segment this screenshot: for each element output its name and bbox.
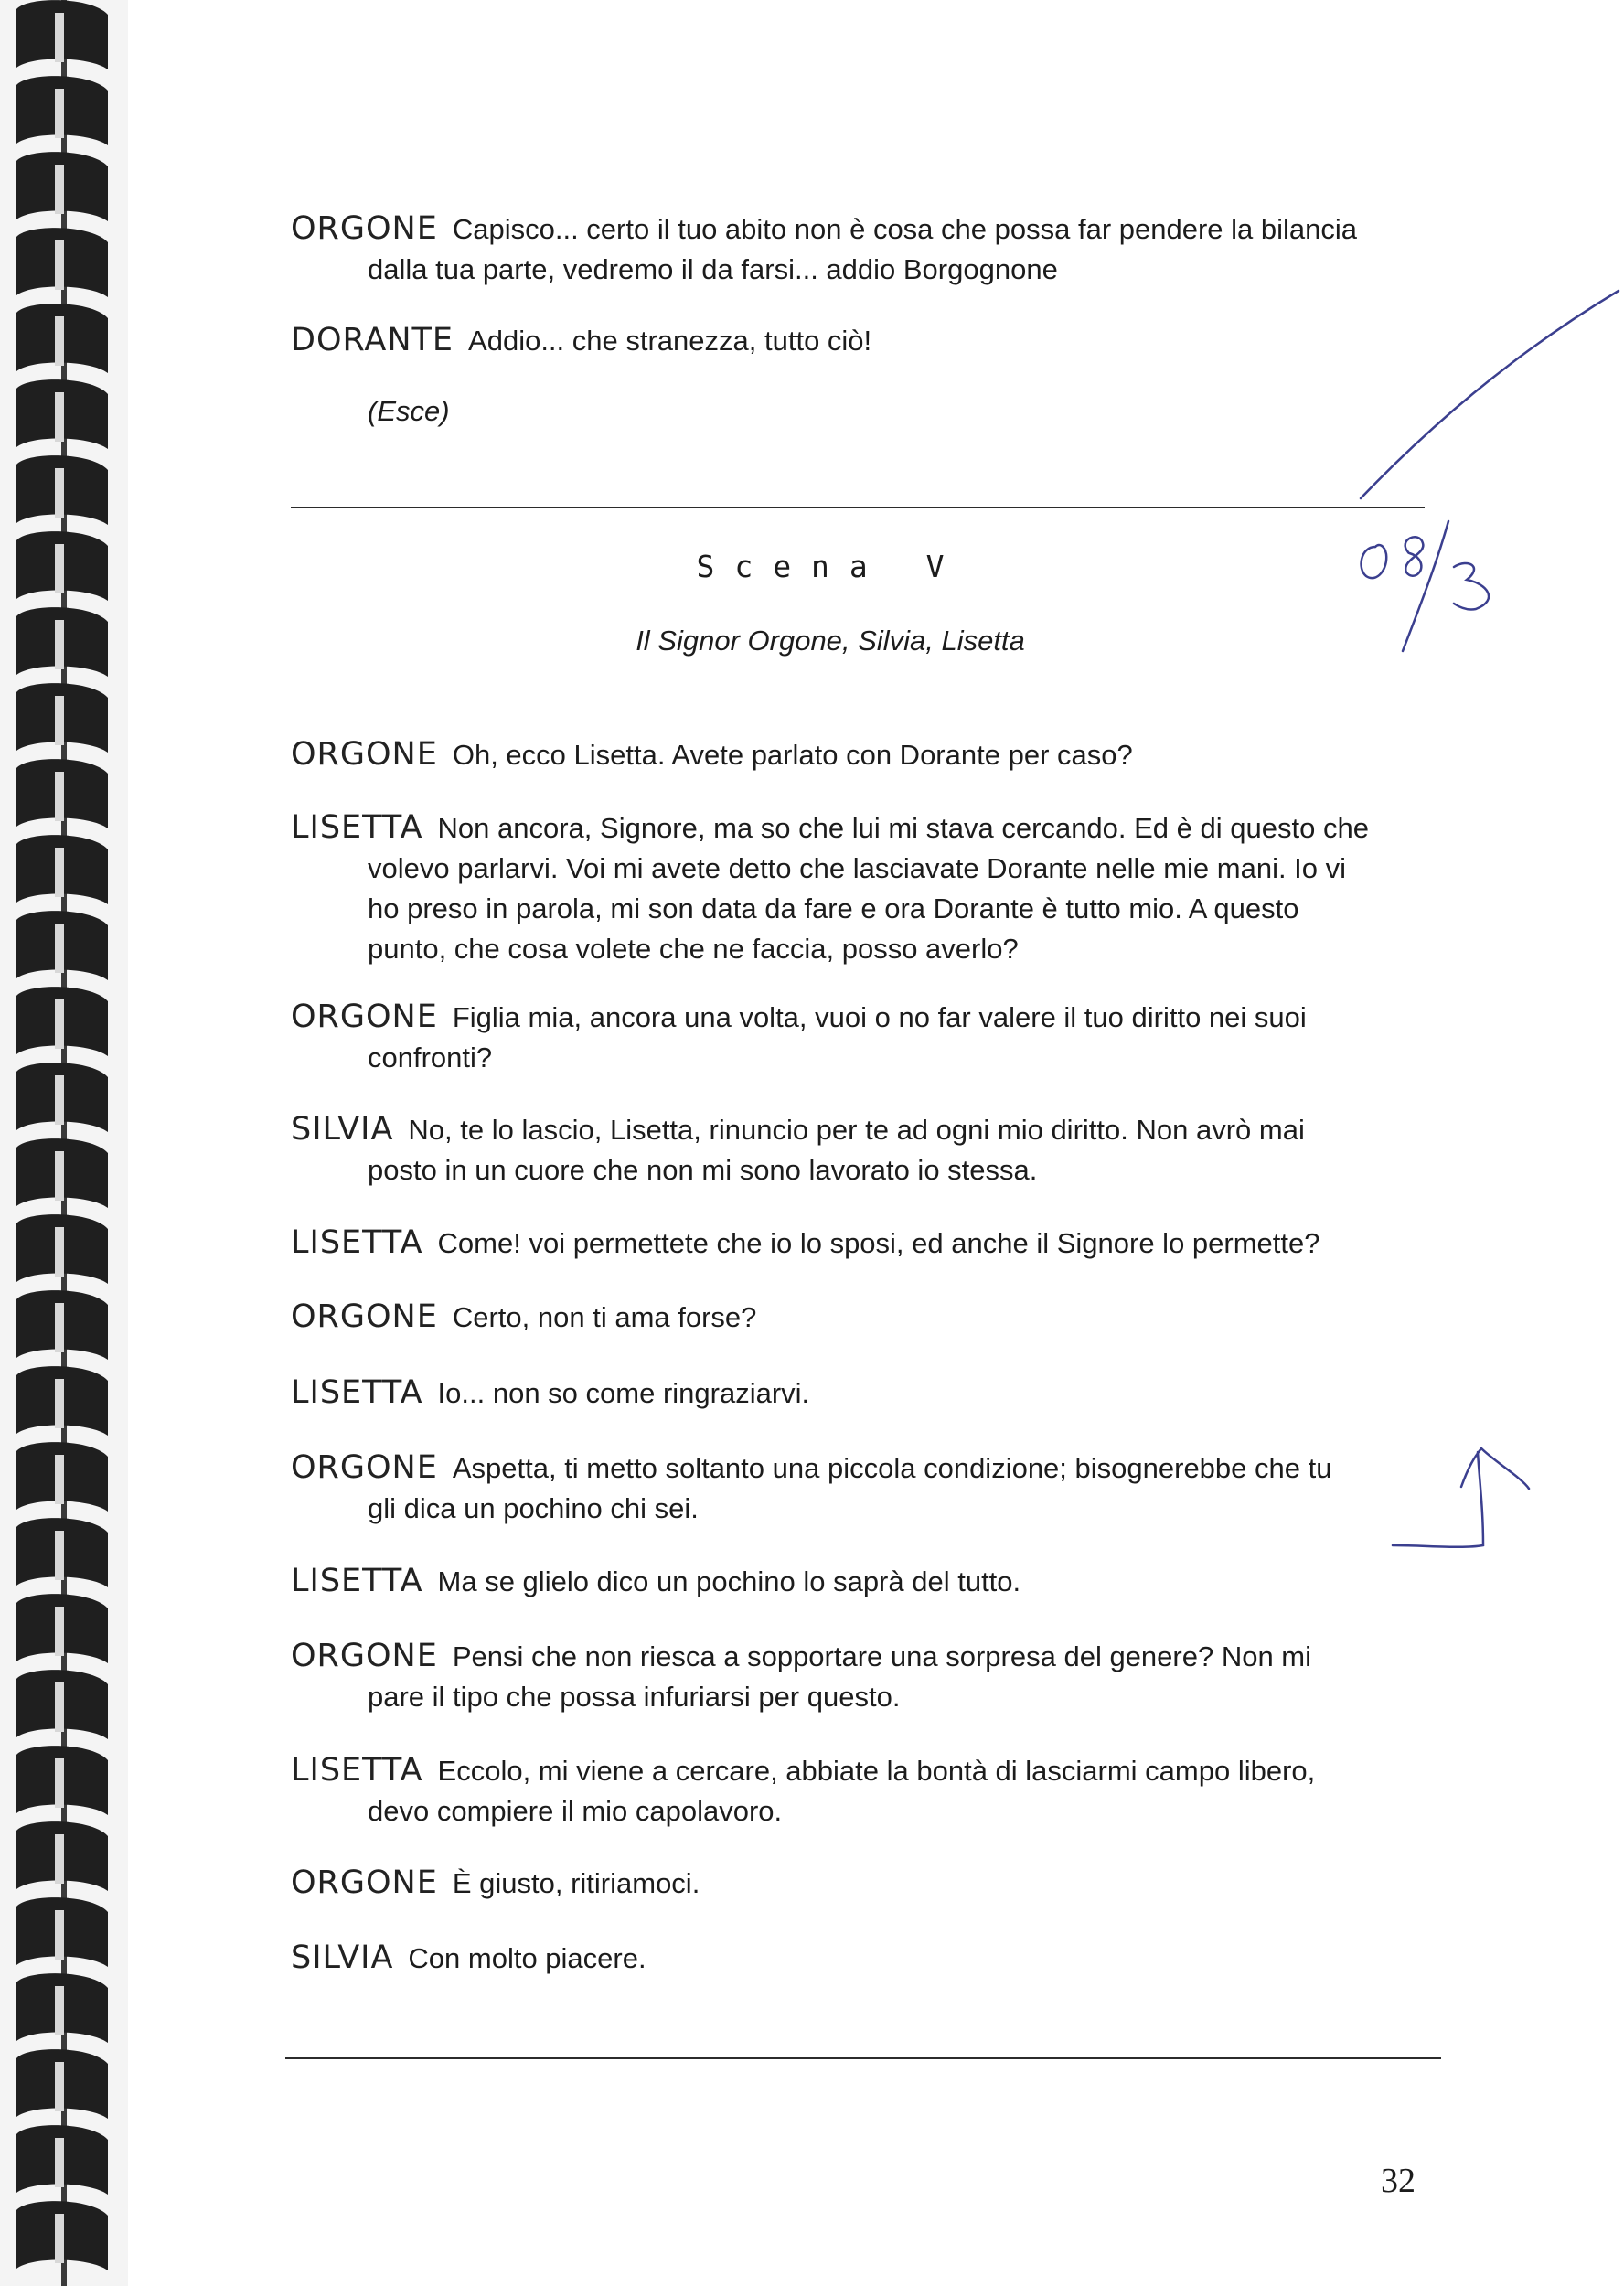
speech-text: Non ancora, Signore, ma so che lui mi stava cercando. Ed è di questo che [437,812,1369,844]
speech-text: posto in un cuore che non mi sono lavorato io stessa. [368,1154,1038,1186]
speech-text: pare il tipo che possa infuriarsi per questo. [368,1681,901,1713]
speaker-name: ORGONE [291,1864,438,1901]
speech-text: Oh, ecco Lisetta. Avete parlato con Dorante per caso? [452,739,1133,771]
speaker-name: ORGONE [291,736,438,773]
speech-text: Addio... che stranezza, tutto ciò! [468,325,872,357]
speech-text: No, te lo lascio, Lisetta, rinuncio per te ad ogni mio diritto. Non avrò mai [408,1114,1305,1146]
speech-text: confronti? [368,1042,493,1074]
dialogue-line [291,1750,1425,1832]
speech-text: punto, che cosa volete che ne faccia, posso averlo? [368,933,1019,965]
speech-text: gli dica un pochino chi sei. [368,1492,699,1524]
dialogue-line [291,807,1425,969]
dialogue-line [291,208,1425,290]
dialogue-line [291,1636,1425,1717]
speech-text: Certo, non ti ama forse? [452,1301,757,1333]
speaker-name: ORGONE [291,1638,438,1674]
dialogue-line [291,997,1425,1078]
speaker-name: ORGONE [291,210,438,247]
dialogue-line [291,1297,1425,1338]
dialogue-line [291,1373,1425,1414]
speech-text: Capisco... certo il tuo abito non è cosa che possa far pendere la bilancia [452,213,1357,245]
speech-text: Con molto piacere. [408,1942,646,1974]
dialogue-line [291,320,1425,361]
speech-text: È giusto, ritiriamoci. [452,1867,700,1899]
speech-text: Ma se glielo dico un pochino lo saprà del tutto. [437,1565,1021,1597]
dialogue-line [291,1863,1425,1904]
scene-title: Scena V [696,549,965,584]
dialogue-line [291,1561,1425,1602]
speech-text: Aspetta, ti metto soltanto una piccola condizione; bisognerebbe che tu [452,1452,1332,1484]
speech-text: Come! voi permettete che io lo sposi, ed anche il Signore lo permette? [437,1227,1320,1259]
speaker-name: LISETTA [291,1563,423,1599]
speech-text: devo compiere il mio capolavoro. [368,1795,783,1827]
speaker-name: ORGONE [291,1298,438,1335]
stage-direction: (Esce) [368,395,450,427]
speech-text: volevo parlarvi. Voi mi avete detto che lasciavate Dorante nelle mie mani. Io vi [368,852,1347,884]
speaker-name: SILVIA [291,1939,394,1976]
speaker-name: DORANTE [291,322,454,358]
speaker-name: ORGONE [291,999,438,1035]
dialogue-line [291,1447,1425,1529]
speech-text: dalla tua parte, vedremo il da farsi... addio Borgognone [368,253,1058,285]
speaker-name: LISETTA [291,1374,423,1411]
dialogue-line [291,1109,1425,1191]
dialogue-line [291,1223,1425,1264]
scene-characters: Il Signor Orgone, Silvia, Lisetta [636,625,1025,657]
speaker-name: SILVIA [291,1111,394,1148]
speech-text: ho preso in parola, mi son data da fare e ora Dorante è tutto mio. A questo [368,892,1299,924]
speech-text: Pensi che non riesca a sopportare una sorpresa del genere? Non mi [452,1640,1312,1672]
dialogue-line [291,1938,1425,1979]
speaker-name: ORGONE [291,1449,438,1486]
speech-text: Figlia mia, ancora una volta, vuoi o no far valere il tuo diritto nei suoi [452,1001,1307,1033]
section-divider [285,2057,1441,2059]
speech-text: Io... non so come ringraziarvi. [437,1377,810,1409]
speaker-name: LISETTA [291,809,423,846]
speech-text: Eccolo, mi viene a cercare, abbiate la bontà di lasciarmi campo libero, [437,1755,1316,1787]
section-divider [291,507,1425,508]
dialogue-line [291,734,1425,775]
page-number: 32 [1381,2162,1416,2200]
speaker-name: LISETTA [291,1224,423,1261]
speaker-name: LISETTA [291,1752,423,1789]
